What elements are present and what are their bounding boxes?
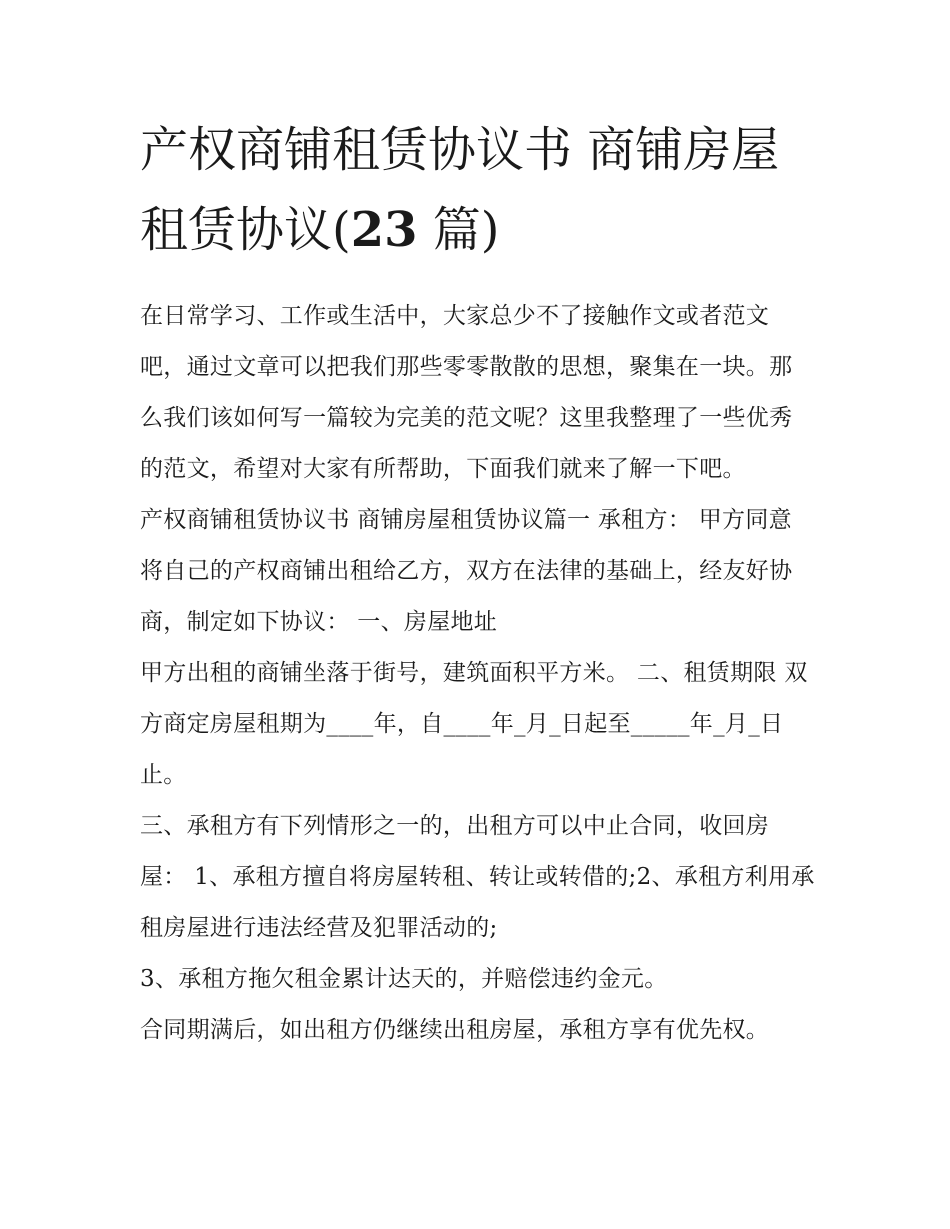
document-page xyxy=(140,110,815,1056)
title-text: 产权商铺租赁协议书 商铺房屋租赁协议( xyxy=(140,122,780,258)
document-body xyxy=(140,291,815,1056)
title-count: 23 xyxy=(350,202,418,258)
renewal-priority-paragraph: 合同期满后，如出租方仍继续出租房屋，承租方享有优先权。 xyxy=(140,1017,770,1043)
agreement-parties-paragraph: 产权商铺租赁协议书 商铺房屋租赁协议篇一 承租方： 甲方同意将自己的产权商铺出租给乙方，双方在法律的基础上，经友好协商，制定如下协议： 一、房屋地址 xyxy=(140,507,793,635)
intro-paragraph: 在日常学习、工作或生活中，大家总少不了接触作文或者范文吧，通过文章可以把我们那些零零散散的思想，聚集在一块。那么我们该如何写一篇较为完美的范文呢？这里我整理了一些优秀的范文，希望对大家有所帮助，下面我们就来了解一下吧。 xyxy=(140,303,793,482)
document-title xyxy=(140,110,815,270)
rent-arrears-paragraph: 3、承租方拖欠租金累计达天的，并赔偿违约金元。 xyxy=(140,966,668,992)
title-suffix: 篇) xyxy=(417,202,500,258)
termination-conditions-paragraph: 三、承租方有下列情形之一的，出租方可以中止合同，收回房屋： 1、承租方擅自将房屋转租、转让或转借的;2、承租方利用承租房屋进行违法经营及犯罪活动的; xyxy=(140,813,815,941)
lease-term-paragraph: 甲方出租的商铺坐落于街号，建筑面积平方米。 二、租赁期限 双方商定房屋租期为____年，自____年_月_日起至_____年_月_日止。 xyxy=(140,660,808,788)
